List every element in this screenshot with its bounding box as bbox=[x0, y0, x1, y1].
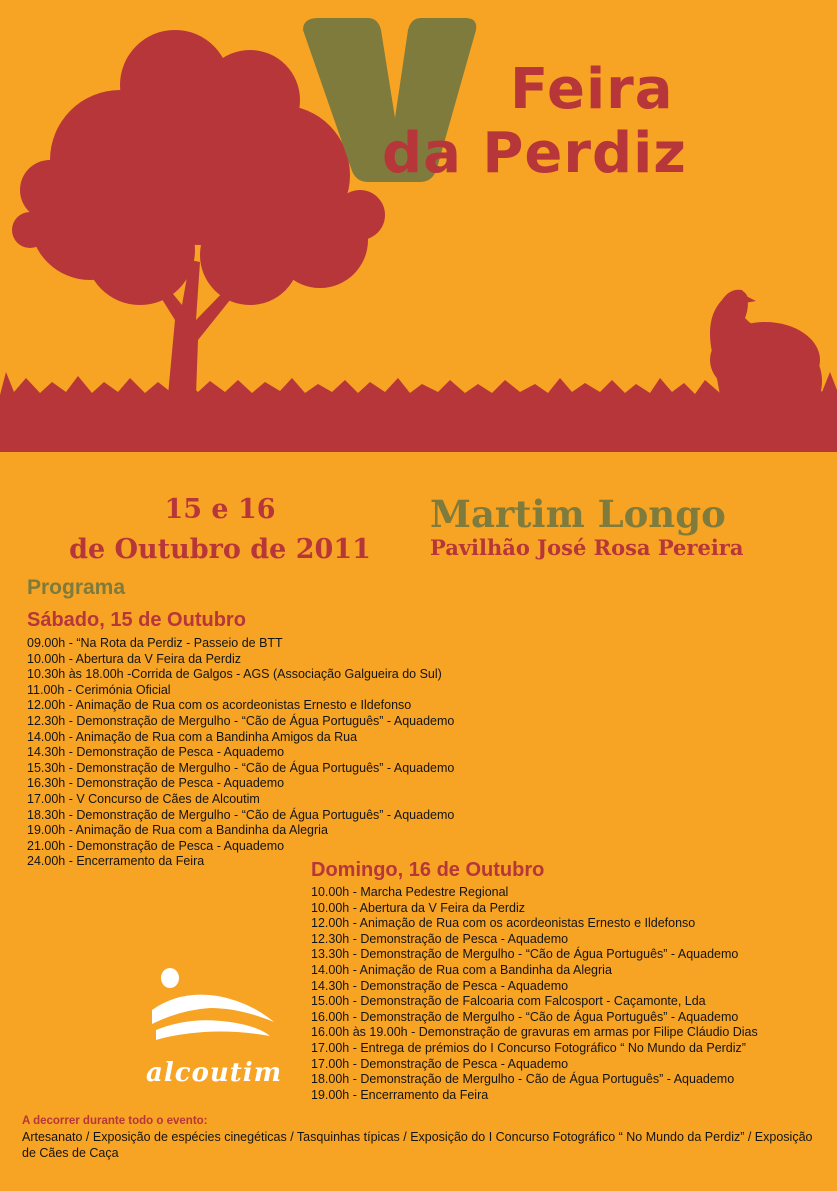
schedule-item: 15.30h - Demonstração de Mergulho - “Cão de Água Português” - Aquademo bbox=[27, 760, 455, 775]
schedule-item: 21.00h - Demonstração de Pesca - Aquademo bbox=[27, 838, 285, 853]
schedule-item: 10.30h às 18.00h -Corrida de Galgos - AGS (Associação Galgueira do Sul) bbox=[27, 667, 442, 682]
title-da-perdiz: da Perdiz bbox=[382, 121, 687, 186]
schedule-item: 14.30h - Demonstração de Pesca - Aquademo bbox=[27, 745, 285, 760]
footer-heading: A decorrer durante todo o evento: bbox=[22, 1115, 208, 1127]
schedule-item: 10.00h - Abertura da V Feira da Perdiz bbox=[311, 900, 526, 915]
saturday-title: Sábado, 15 de Outubro bbox=[27, 609, 246, 631]
schedule-item: 24.00h - Encerramento da Feira bbox=[27, 854, 205, 869]
sunday-title: Domingo, 16 de Outubro bbox=[311, 859, 545, 881]
schedule-item: 15.00h - Demonstração de Falcoaria com Falcosport - Caçamonte, Lda bbox=[311, 994, 706, 1009]
schedule-item: 10.00h - Abertura da V Feira da Perdiz bbox=[27, 651, 242, 666]
grass-ground bbox=[0, 372, 837, 452]
saturday-schedule bbox=[27, 636, 454, 870]
schedule-item: 10.00h - Marcha Pedestre Regional bbox=[311, 885, 509, 899]
footer-text: Artesanato / Exposição de espécies cinegéticas / Tasquinhas típicas / Exposição do I Concurso Fotográfico “ No Mundo da Perdiz” / Exposição de Cães de Caça bbox=[22, 1130, 813, 1160]
event-location: Martim Longo bbox=[430, 492, 726, 536]
schedule-item: 14.00h - Animação de Rua com a Bandinha Amigos da Rua bbox=[27, 729, 358, 744]
hero-illustration bbox=[0, 0, 837, 452]
schedule-item: 12.00h - Animação de Rua com os acordeonistas Ernesto e Ildefonso bbox=[311, 916, 696, 931]
schedule-item: 14.00h - Animação de Rua com a Bandinha da Alegria bbox=[311, 962, 612, 977]
schedule-item: 12.30h - Demonstração de Mergulho - “Cão de Água Português” - Aquademo bbox=[27, 713, 455, 728]
schedule-item: 13.30h - Demonstração de Mergulho - “Cão de Água Português” - Aquademo bbox=[311, 947, 739, 962]
programa-heading: Programa bbox=[27, 576, 126, 599]
alcoutim-logo-text: alcoutim bbox=[146, 1058, 283, 1088]
event-date-month-year: de Outubro de 2011 bbox=[69, 534, 371, 565]
schedule-item: 11.00h - Cerimónia Oficial bbox=[27, 682, 171, 697]
schedule-item: 12.00h - Animação de Rua com os acordeonistas Ernesto e Ildefonso bbox=[27, 698, 412, 713]
schedule-item: 19.00h - Encerramento da Feira bbox=[311, 1087, 489, 1102]
schedule-item: 19.00h - Animação de Rua com a Bandinha da Alegria bbox=[27, 823, 328, 838]
schedule-item: 16.00h às 19.00h - Demonstração de gravuras em armas por Filipe Cláudio Dias bbox=[311, 1025, 758, 1040]
schedule-item: 16.00h - Demonstração de Mergulho - “Cão de Água Português” - Aquademo bbox=[311, 1009, 739, 1024]
schedule-item: 16.30h - Demonstração de Pesca - Aquademo bbox=[27, 776, 285, 791]
title-feira: Feira bbox=[510, 57, 674, 122]
schedule-item: 14.30h - Demonstração de Pesca - Aquademo bbox=[311, 978, 569, 993]
schedule-item: 09.00h - “Na Rota da Perdiz - Passeio de BTT bbox=[27, 636, 283, 650]
sunday-schedule bbox=[311, 885, 758, 1103]
schedule-item: 18.00h - Demonstração de Mergulho - Cão de Água Português” - Aquademo bbox=[311, 1072, 735, 1087]
schedule-item: 17.00h - Demonstração de Pesca - Aquademo bbox=[311, 1056, 569, 1071]
schedule-item: 12.30h - Demonstração de Pesca - Aquademo bbox=[311, 931, 569, 946]
schedule-item: 18.30h - Demonstração de Mergulho - “Cão de Água Português” - Aquademo bbox=[27, 807, 455, 822]
event-venue: Pavilhão José Rosa Pereira bbox=[430, 535, 744, 560]
schedule-item: 17.00h - V Concurso de Cães de Alcoutim bbox=[27, 791, 260, 806]
event-date-days: 15 e 16 bbox=[164, 494, 276, 525]
schedule-item: 17.00h - Entrega de prémios do I Concurso Fotográfico “ No Mundo da Perdiz” bbox=[311, 1040, 746, 1055]
